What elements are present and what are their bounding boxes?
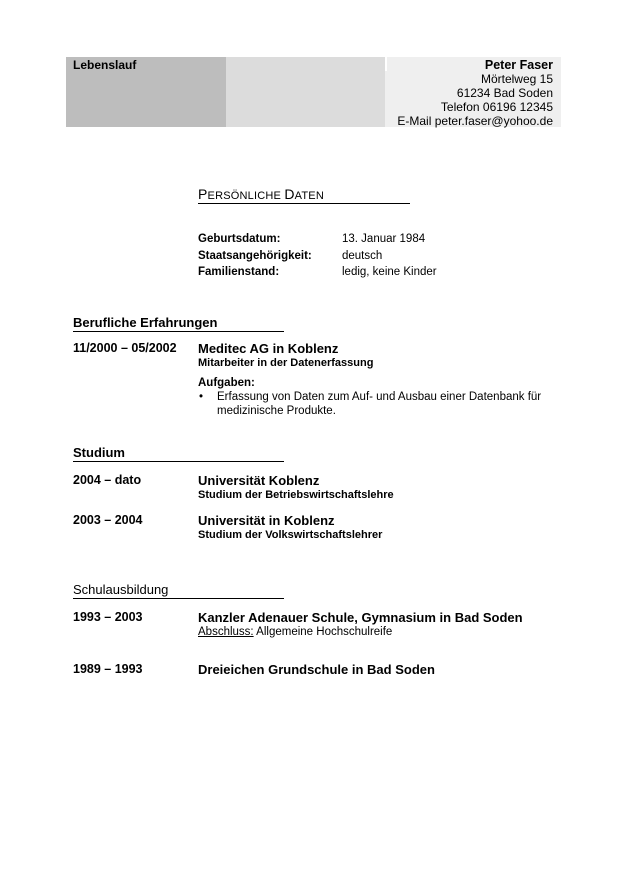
school-name-1: Kanzler Adenauer Schule, Gymnasium in Bad Soden — [198, 610, 523, 625]
experience-tasks-label: Aufgaben: — [198, 377, 255, 389]
experience-position: Mitarbeiter in der Datenerfassung — [198, 357, 374, 369]
studies-date-2: 2003 – 2004 — [73, 513, 143, 527]
studies-entry-2 — [198, 513, 558, 542]
experience-entry — [198, 341, 558, 418]
experience-employer: Meditec AG in Koblenz — [198, 341, 339, 356]
experience-task-item — [198, 390, 558, 418]
school-degree — [198, 625, 558, 639]
studies-university-2: Universität in Koblenz — [198, 513, 335, 528]
nationality-label: Staatsangehörigkeit: — [198, 250, 312, 262]
heading-rest-1: ERSÖNLICHE — [207, 190, 285, 202]
street-address: Mörtelweg 15 — [480, 72, 553, 86]
school-entry-1 — [198, 610, 558, 639]
document-title: Lebenslauf — [73, 58, 137, 72]
phone-number: Telefon 06196 12345 — [440, 100, 553, 114]
studies-university-1: Universität Koblenz — [198, 473, 320, 488]
heading-rest-2: ATEN — [294, 190, 324, 202]
marital-status-value: ledig, keine Kinder — [342, 266, 437, 278]
nationality-value: deutsch — [342, 250, 383, 262]
school-date-2: 1989 – 1993 — [73, 662, 143, 676]
school-heading: Schulausbildung — [73, 582, 284, 599]
header-band-mid — [226, 57, 385, 127]
school-name-2: Dreieichen Grundschule in Bad Soden — [198, 662, 435, 677]
studies-heading: Studium — [73, 445, 284, 462]
experience-task-text: Erfassung von Daten zum Auf- und Ausbau einer Datenbank für medizinische Produkte. — [217, 391, 542, 417]
city-address: 61234 Bad Soden — [456, 86, 553, 100]
studies-course-2: Studium der Volkswirtschaftslehrer — [198, 529, 383, 541]
degree-value: Allgemeine Hochschulreife — [253, 626, 393, 638]
birthdate-value: 13. Januar 1984 — [342, 233, 426, 245]
studies-entry-1 — [198, 473, 558, 502]
header-separator — [385, 57, 387, 71]
studies-course-1: Studium der Betriebswirtschaftslehre — [198, 489, 394, 501]
email-address: E-Mail peter.faser@yohoo.de — [397, 114, 553, 128]
applicant-name: Peter Faser — [484, 58, 553, 72]
experience-heading: Berufliche Erfahrungen — [73, 315, 284, 332]
contact-block — [397, 58, 553, 128]
heading-initial-p: P — [198, 186, 208, 202]
degree-label: Abschluss: — [198, 626, 254, 638]
school-entry-2 — [198, 662, 558, 677]
personal-data-heading — [198, 186, 410, 204]
birthdate-label: Geburtsdatum: — [198, 233, 281, 245]
experience-date: 11/2000 – 05/2002 — [73, 341, 177, 355]
bullet-dot: • — [199, 391, 204, 403]
marital-status-label: Familienstand: — [198, 266, 280, 278]
studies-date-1: 2004 – dato — [73, 473, 142, 487]
heading-initial-d: D — [284, 186, 295, 202]
school-date-1: 1993 – 2003 — [73, 610, 143, 624]
